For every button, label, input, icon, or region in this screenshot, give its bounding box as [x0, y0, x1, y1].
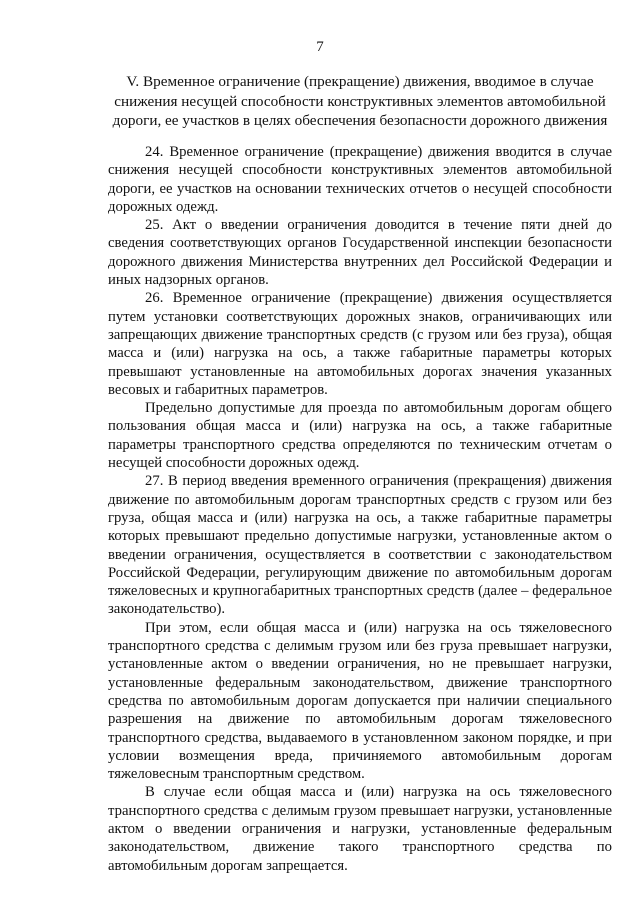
paragraph-26: 26. Временное ограничение (прекращение) движения осуществляется путем установки соответствующих дорожных знаков, ограничивающих или запрещающих движение транспортных средств (с грузом или без груза), общая масса и (или) нагрузка на ось, а также габаритные параметры которых превышают установленные на автомобильных дорогах значения указанных весовых и габаритных параметров.	[108, 290, 612, 398]
paragraph-27-continued: При этом, если общая масса и (или) нагрузка на ось тяжеловесного транспортного средства с делимым грузом или без груза превышает нагрузки, установленные актом о введении ограничения, но не превышает нагрузки, установленные федеральным законодательством, движение транспортного средства по автомобильным дорогам допускается при наличии специального разрешения на движение по автомобильным дорогам тяжеловесного транспортного средства, выдаваемого в установленном законом порядке, и при условии возмещения вреда, причиняемого автомобильным дорогам тяжеловесным транспортным средством.	[108, 619, 612, 783]
paragraph-27: 27. В период введения временного ограничения (прекращения) движения движение по автомобильным дорогам транспортных средств с грузом или без груза, общая масса и (или) нагрузка на ось, а также габаритные параметры которых превышают предельно допустимые нагрузки, установленные актом о введении ограничения, осуществляется в соответствии с законодательством Российской Федерации, регулирующим движение по автомобильным дорогам тяжеловесных и крупногабаритных транспортных средств (далее – федеральное законодательство).	[108, 473, 612, 618]
paragraph-24: 24. Временное ограничение (прекращение) движения вводится в случае снижения несущей способности конструктивных элементов автомобильной дороги, ее участков на основании технических отчетов о несущей способности дорожных одежд.	[108, 144, 612, 215]
document-body	[108, 143, 612, 875]
paragraph-27-final: В случае если общая масса и (или) нагрузка на ось тяжеловесного транспортного средства с делимым грузом превышает нагрузки, установленные актом о введении ограничения и нагрузки, установленные федеральным законодательством, движение такого транспортного средства по автомобильным дорогам запрещается.	[108, 784, 612, 874]
paragraph-25: 25. Акт о введении ограничения доводится в течение пяти дней до сведения соответствующих органов Государственной инспекции безопасности дорожного движения Министерства внутренних дел Российской Федерации и иных надзорных органов.	[108, 217, 612, 289]
section-heading: V. Временное ограничение (прекращение) движения, вводимое в случае снижения несущей способности конструктивных элементов автомобильной дороги, ее участков в целях обеспечения безопасности дорожного движения	[112, 73, 608, 129]
paragraph-26-continued: Предельно допустимые для проезда по автомобильным дорогам общего пользования общая масса и (или) нагрузка на ось, а также габаритные параметры транспортного средства определяются по техническим отчетам о несущей способности дорожных одежд.	[108, 400, 612, 472]
page-number: 7	[316, 39, 324, 55]
